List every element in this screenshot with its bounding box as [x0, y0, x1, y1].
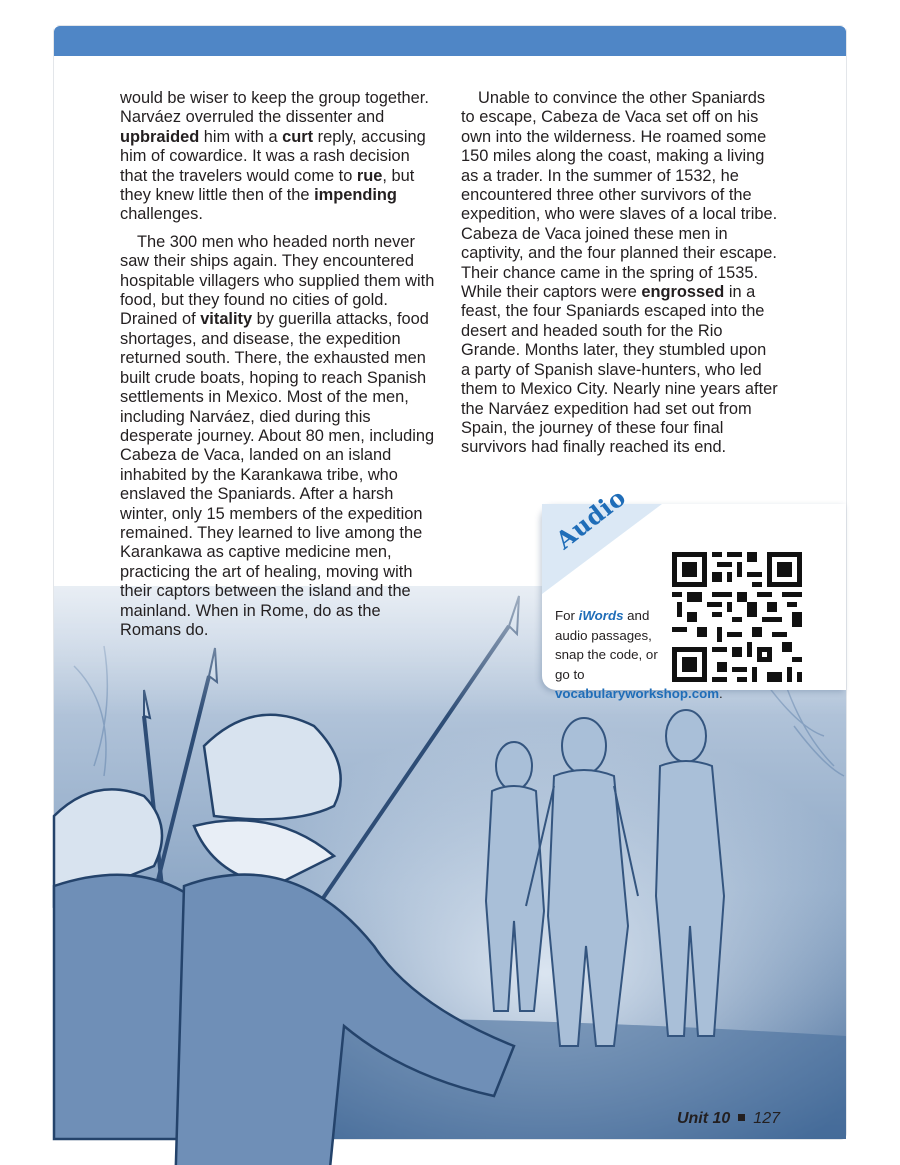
audio-line: audio passages, — [555, 627, 652, 643]
audio-instructions — [555, 606, 755, 704]
audio-line — [555, 665, 755, 704]
audio-line — [555, 606, 755, 626]
vocab-word: vitality — [200, 310, 253, 329]
paragraph — [120, 89, 438, 225]
iwords-logo: iWords — [578, 608, 624, 623]
text-run: . — [719, 686, 723, 701]
audio-title: Audio — [550, 482, 632, 555]
vocab-word: upbraided — [120, 127, 200, 146]
vocab-word: impending — [314, 186, 397, 205]
text-run: challenges. — [120, 205, 203, 224]
header-bar — [54, 26, 846, 56]
text-run: by guerilla attacks, food shortages, and disease, the expedition returned south. There, the exhausted men built crude boats, hoping to reach Spanish settlements in Mexico. Most of the men, including Narváez, died during this desperate journey. About 80 men, including Cabeza de Vaca, landed on an island inhabited by the Karankawa tribe, who enslaved the Spaniards. After a harsh winter, only 15 members of the expedition remained. They learned to live among the Karankawa as captive medicine men, practicing the art of healing, moving with their captors between the island and the mainland. When in Rome, do as the Romans do. — [120, 310, 435, 639]
website-link[interactable]: vocabularyworkshop.com — [555, 686, 720, 701]
text-run: would be wiser to keep the group together. Narváez overruled the dissenter and — [120, 89, 429, 127]
text-run: him with a — [199, 127, 283, 146]
audio-line: snap the code, or — [555, 647, 658, 662]
paragraph — [120, 233, 438, 641]
page-footer — [677, 1110, 780, 1128]
right-column — [461, 89, 779, 466]
text-run: , but they knew little then of the — [120, 166, 415, 205]
paragraph — [461, 89, 779, 458]
left-column — [120, 89, 438, 648]
audio-callout — [542, 482, 846, 701]
text-run: and — [623, 608, 650, 623]
text-run: Unable to convince the other Spaniards to escape, Cabeza de Vaca set off on his own into the wilderness. He roamed some 150 miles along the coast, making a living as a trader. In the summer of 1532, he encountered three other survivors of the expedition, who were slaves of a local tribe. Cabeza de Vaca joined these men in captivity, and the four planned their escape. Their chance came in the spring of 1535. While their captors were — [461, 89, 778, 302]
text-run: in a feast, the four Spaniards escaped into the desert and headed south for the Rio Grande. Months later, they stumbled upon a party of Spanish slave-hunters, who led them to Mexico City. Nearly nine years after the Narváez expedition had set out from Spain, the journey of these four final survivors had finally reached its end. — [461, 283, 778, 457]
vocab-word: curt — [282, 127, 314, 146]
text-run: reply, accusing him of cowardice. It was a rash decision that the travelers would come to — [120, 127, 426, 185]
separator-square-icon — [738, 1114, 745, 1121]
textbook-page — [54, 26, 846, 1139]
unit-label: Unit 10 — [676, 1110, 731, 1127]
vocab-word: engrossed — [641, 283, 725, 302]
vocab-word: rue — [356, 166, 383, 185]
text-run: For — [555, 608, 579, 623]
page-number: 127 — [753, 1110, 780, 1127]
text-run: The 300 men who headed north never saw their ships again. They encountered hospitable villagers who supplied them with food, but they found no cities of gold. Drained of — [120, 232, 435, 329]
text-run: go to — [555, 666, 585, 682]
